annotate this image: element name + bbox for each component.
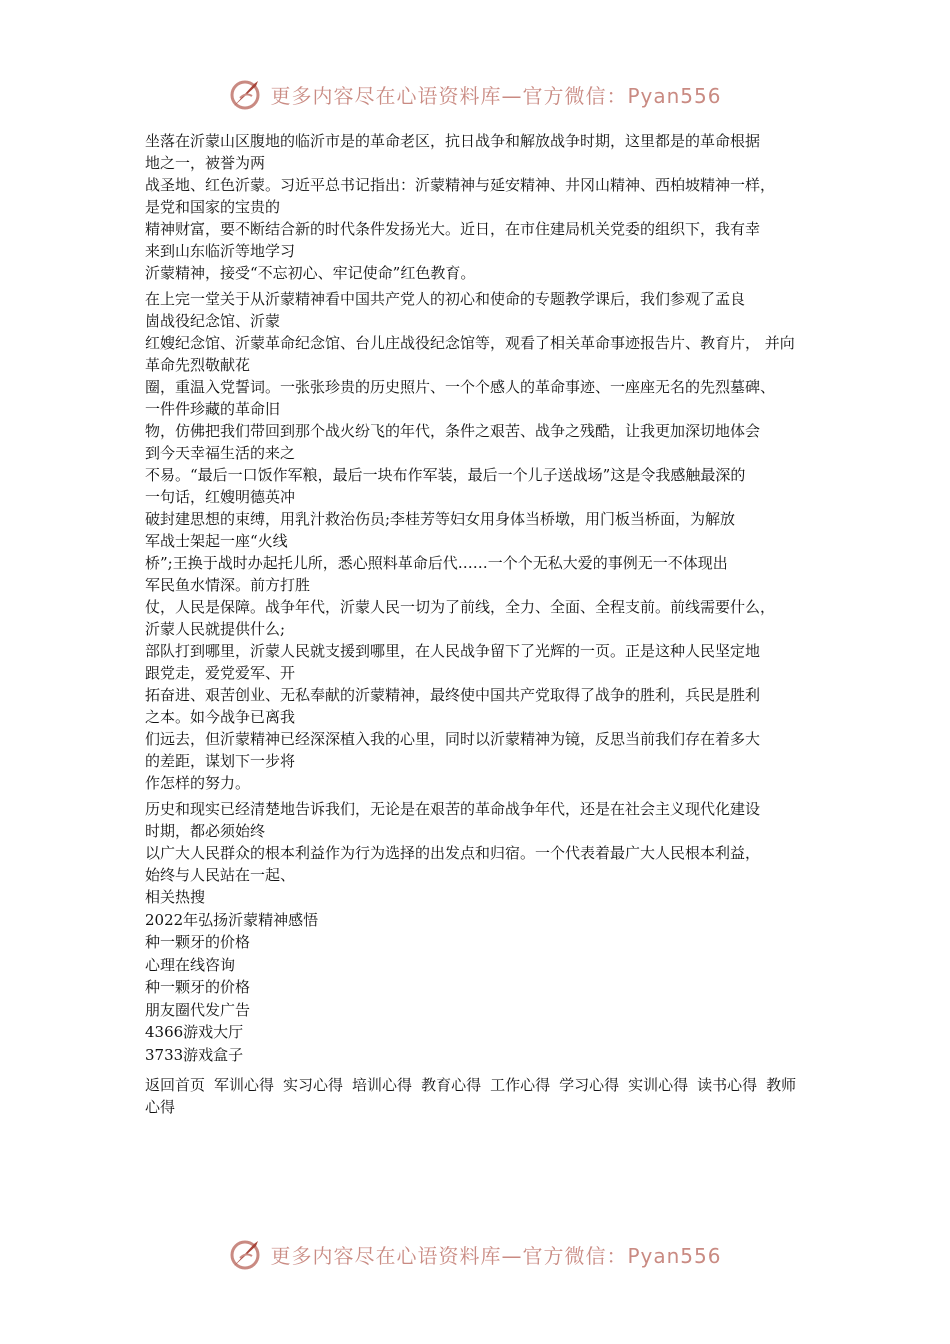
text-line: 是党和国家的宝贵的	[145, 198, 281, 216]
nav-link[interactable]: 实训心得	[628, 1076, 689, 1094]
nav-link[interactable]: 实习心得	[283, 1076, 344, 1094]
text-line: 战圣地、红色沂蒙。习近平总书记指出：沂蒙精神与延安精神、井冈山精神、西柏坡精神一样，	[145, 176, 776, 194]
nav-link-home[interactable]: 返回首页	[145, 1076, 206, 1094]
text-line: 圈，重温入党誓词。一张张珍贵的历史照片、一个个感人的革命事迹、一座座无名的先烈墓碑、	[145, 378, 776, 396]
text-line: 精神财富，要不断结合新的时代条件发扬光大。近日，在市住建局机关党委的组织下，我有幸	[145, 220, 761, 238]
related-link[interactable]: 朋友圈代发广告	[145, 1000, 251, 1019]
related-heading: 相关热搜	[145, 888, 206, 906]
related-link[interactable]: 3733游戏盒子	[145, 1045, 244, 1064]
text-line: 物，仿佛把我们带回到那个战火纷飞的年代，条件之艰苦、战争之残酷，让我更加深切地体会	[145, 422, 761, 440]
text-line: 沂蒙人民就提供什么;	[145, 620, 286, 638]
text-line: 到今天幸福生活的来之	[145, 444, 296, 462]
text-line: 革命先烈敬献花	[145, 356, 251, 374]
pen-logo-icon	[228, 76, 264, 112]
text-line: 在上完一堂关于从沂蒙精神看中国共产党人的初心和使命的专题教学课后，我们参观了孟良	[145, 290, 746, 308]
text-line: 崮战役纪念馆、沂蒙	[145, 312, 281, 330]
nav-link[interactable]: 工作心得	[490, 1076, 551, 1094]
related-link[interactable]: 种一颗牙的价格	[145, 978, 251, 996]
nav-link[interactable]: 培训心得	[352, 1076, 413, 1094]
text-line: 以广大人民群众的根本利益作为行为选择的出发点和归宿。一个代表着最广大人民根本利益，	[145, 844, 761, 862]
nav-link[interactable]: 教育心得	[421, 1076, 482, 1094]
text-line: 部队打到哪里，沂蒙人民就支援到哪里，在人民战争留下了光辉的一页。正是这种人民坚定地	[145, 642, 761, 660]
related-searches	[145, 886, 810, 1066]
watermark-text: 更多内容尽在心语资料库—官方微信：Pyan556	[270, 1243, 722, 1268]
text-line: 沂蒙精神，接受“不忘初心、牢记使命”红色教育。	[145, 264, 476, 282]
watermark-header	[0, 74, 950, 114]
text-line: 们远去，但沂蒙精神已经深深植入我的心里，同时以沂蒙精神为镜，反思当前我们存在着多大	[145, 730, 761, 748]
watermark-text: 更多内容尽在心语资料库—官方微信：Pyan556	[270, 83, 722, 108]
nav-link[interactable]: 军训心得	[214, 1076, 275, 1094]
text-line: 历史和现实已经清楚地告诉我们，无论是在艰苦的革命战争年代，还是在社会主义现代化建设	[145, 800, 761, 818]
text-line: 一句话，红嫂明德英冲	[145, 488, 296, 506]
text-line: 拓奋进、艰苦创业、无私奉献的沂蒙精神，最终使中国共产党取得了战争的胜利，兵民是胜利	[145, 686, 761, 704]
text-line: 跟党走，爱党爱军、开	[145, 664, 296, 682]
related-link[interactable]: 2022年弘扬沂蒙精神感悟	[145, 910, 319, 929]
text-line: 红嫂纪念馆、沂蒙革命纪念馆、台儿庄战役纪念馆等，观看了相关革命事迹报告片、教育片， 并向	[145, 334, 795, 352]
text-line: 地之一，被誉为两	[145, 154, 266, 172]
text-line: 之本。如今战争已离我	[145, 708, 296, 726]
category-nav	[145, 1074, 810, 1118]
text-line: 不易。“最后一口饭作军粮，最后一块布作军装，最后一个儿子送战场”这是令我感触最深的	[145, 466, 746, 484]
text-line: 坐落在沂蒙山区腹地的临沂市是的革命老区，抗日战争和解放战争时期，这里都是的革命根据	[145, 132, 761, 150]
text-line: 始终与人民站在一起、	[145, 866, 296, 884]
nav-link[interactable]: 学习心得	[559, 1076, 620, 1094]
related-link[interactable]: 4366游戏大厅	[145, 1023, 244, 1041]
nav-link[interactable]: 读书心得	[697, 1076, 758, 1094]
text-line: 破封建思想的束缚，用乳汁救治伤员;李桂芳等妇女用身体当桥墩，用门板当桥面，为解放	[145, 510, 736, 528]
text-line: 仗，人民是保障。战争年代，沂蒙人民一切为了前线，全力、全面、全程支前。前线需要什么，	[145, 598, 776, 616]
text-line: 时期，都必须始终	[145, 822, 266, 840]
pen-logo-icon	[228, 1236, 264, 1272]
related-link[interactable]: 心理在线咨询	[145, 955, 236, 974]
text-line: 来到山东临沂等地学习	[145, 242, 296, 260]
text-line: 一件件珍藏的革命旧	[145, 400, 281, 418]
watermark-footer	[0, 1234, 950, 1274]
text-line: 军战士架起一座“火线	[145, 532, 288, 550]
related-link[interactable]: 种一颗牙的价格	[145, 933, 251, 951]
text-line: 的差距，谋划下一步将	[145, 752, 296, 770]
nav-link[interactable]: 教师心得	[145, 1076, 797, 1116]
text-line: 作怎样的努力。	[145, 774, 251, 792]
article-body	[145, 130, 810, 1118]
text-line: 军民鱼水情深。前方打胜	[145, 576, 311, 594]
text-line: 桥”;王换于战时办起托儿所，悉心照料革命后代……一个个无私大爱的事例无一不体现出	[145, 554, 728, 572]
